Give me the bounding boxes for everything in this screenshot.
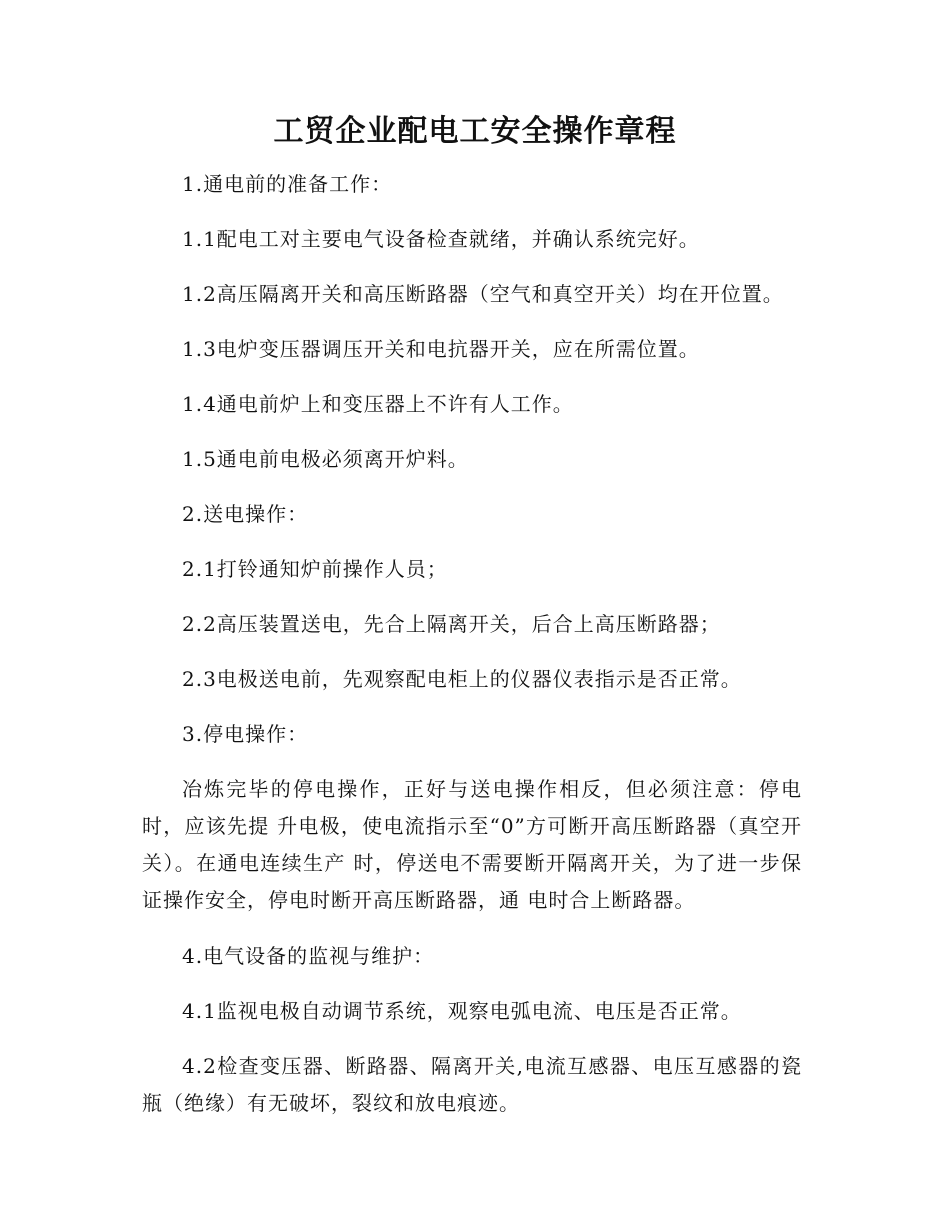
paragraph-1-3: 1.3电炉变压器调压开关和电抗器开关，应在所需位置。: [182, 337, 700, 361]
paragraph-section-3-heading: 3.停电操作：: [182, 722, 309, 746]
paragraph-1-1: 1.1配电工对主要电气设备检查就绪，并确认系统完好。: [182, 227, 700, 251]
paragraph-2-3: 2.3电极送电前，先观察配电柜上的仪器仪表指示是否正常。: [182, 667, 742, 691]
paragraph-1-4: 1.4通电前炉上和变压器上不许有人工作。: [182, 392, 574, 416]
paragraph-4-2: 4.2检查变压器、断路器、隔离开关,电流互感器、电压互感器的瓷瓶（绝缘）有无破坏，裂纹和放电痕迹。: [142, 1054, 802, 1115]
paragraph-4-1: 4.1监视电极自动调节系统，观察电弧电流、电压是否正常。: [182, 999, 742, 1023]
document-body: [142, 166, 802, 1141]
paragraph-section-1-heading: 1.通电前的准备工作：: [182, 172, 393, 196]
paragraph-section-4-heading: 4.电气设备的监视与维护：: [182, 944, 435, 968]
paragraph-3-body: 冶炼完毕的停电操作，正好与送电操作相反，但必须注意：停电时，应该先提 升电极，使电流指示至“0”方可断开高压断路器（真空开关）。在通电连续生产 时，停送电不需要断开隔离开关，为了进一步保证操作安全，停电时断开高压断路器，通 电时合上断路器。: [142, 777, 802, 912]
paragraph-1-5: 1.5通电前电极必须离开炉料。: [182, 447, 469, 471]
document-title: 工贸企业配电工安全操作章程: [273, 114, 677, 149]
paragraph-section-2-heading: 2.送电操作：: [182, 502, 309, 526]
paragraph-1-2: 1.2高压隔离开关和高压断路器（空气和真空开关）均在开位置。: [182, 282, 784, 306]
paragraph-2-2: 2.2高压装置送电，先合上隔离开关，后合上高压断路器；: [182, 612, 721, 636]
paragraph-2-1: 2.1打铃通知炉前操作人员；: [182, 557, 448, 581]
